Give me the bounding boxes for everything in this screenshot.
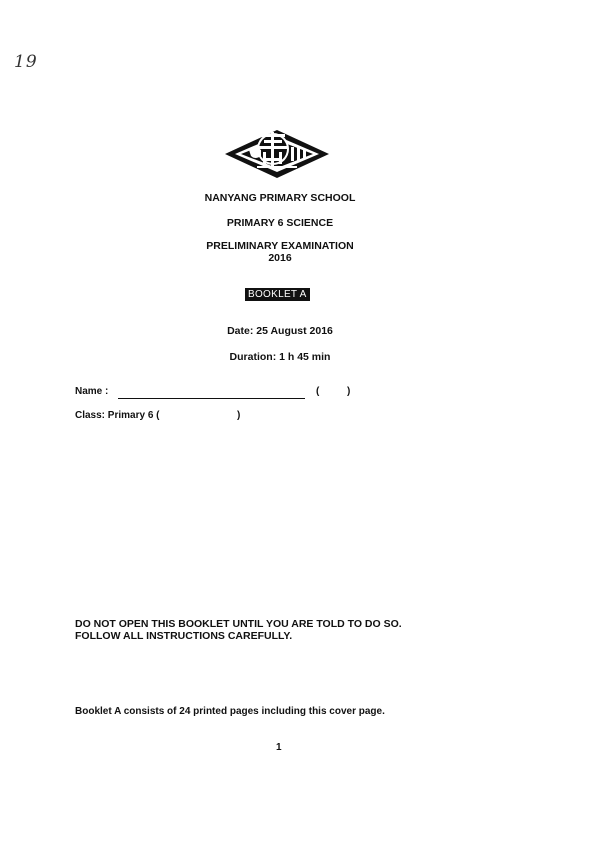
class-label: Class: Primary 6 ( [75, 410, 160, 421]
name-register-bracket-close: ) [347, 386, 351, 397]
page-number: 1 [276, 742, 282, 753]
instruction-line-2: FOLLOW ALL INSTRUCTIONS CAREFULLY. [75, 630, 293, 642]
name-label: Name : [75, 386, 109, 397]
instruction-line-1: DO NOT OPEN THIS BOOKLET UNTIL YOU ARE TOLD TO DO SO. [75, 618, 402, 630]
subject-title: PRIMARY 6 SCIENCE [226, 217, 334, 229]
exam-title: PRELIMINARY EXAMINATION [206, 240, 354, 252]
handwritten-page-count: 19 [14, 52, 38, 72]
exam-duration: Duration: 1 h 45 min [229, 351, 331, 363]
exam-year: 2016 [268, 252, 292, 264]
booklet-info: Booklet A consists of 24 printed pages including this cover page. [75, 706, 385, 717]
instructions [75, 618, 402, 642]
school-crest-icon [221, 122, 333, 186]
name-field-line [118, 398, 305, 399]
exam-date: Date: 25 August 2016 [227, 325, 333, 337]
exam-title-block [0, 240, 560, 264]
name-register-bracket-open: ( [316, 386, 320, 397]
school-name: NANYANG PRIMARY SCHOOL [204, 192, 356, 204]
booklet-badge: BOOKLET A [245, 288, 310, 301]
class-bracket-close: ) [237, 410, 241, 421]
